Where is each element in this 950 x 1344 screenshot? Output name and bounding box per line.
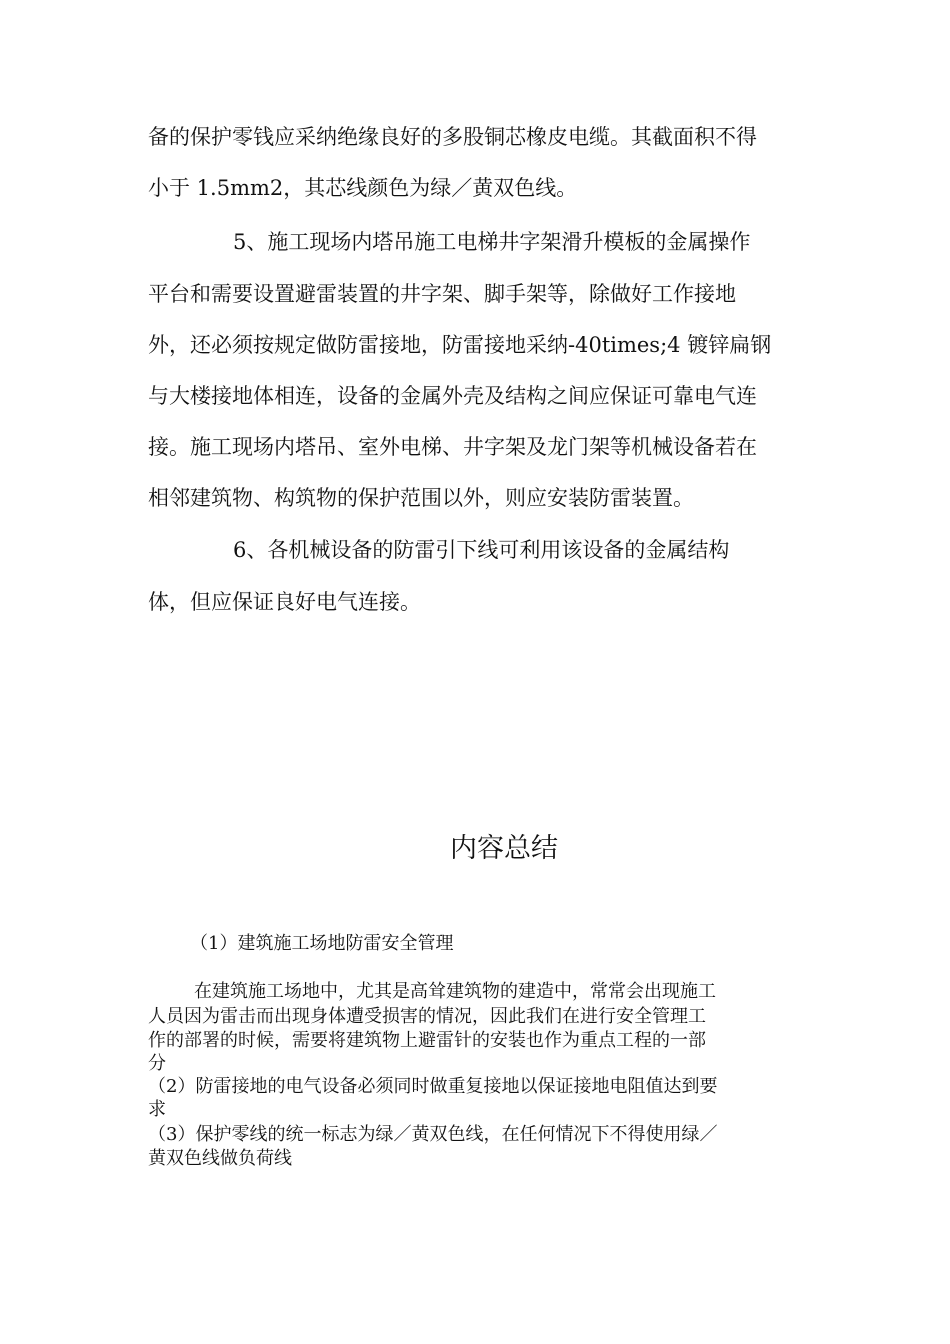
text-line: 作的部署的时候，需要将建筑物上避雷针的安装也作为重点工程的一部 [148, 1030, 706, 1051]
summary-title: 内容总结 [450, 833, 558, 864]
text-line: 在建筑施工场地中，尤其是高耸建筑物的建造中，常常会出现施工 [194, 981, 716, 1002]
text-line: （3）保护零线的统一标志为绿／黄双色线，在任何情况下不得使用绿／ [148, 1124, 718, 1145]
text-line: 小于 1.5mm2，其芯线颜色为绿／黄双色线。 [148, 176, 578, 200]
text-line: 外，还必须按规定做防雷接地，防雷接地采纳-40times;4 镀锌扁钢 [148, 333, 772, 357]
text-line: 平台和需要设置避雷装置的井字架、脚手架等，除做好工作接地 [148, 282, 736, 306]
text-line: 体，但应保证良好电气连接。 [148, 590, 421, 614]
text-line: 接。施工现场内塔吊、室外电梯、井字架及龙门架等机械设备若在 [148, 435, 757, 459]
text-line: 与大楼接地体相连，设备的金属外壳及结构之间应保证可靠电气连 [148, 384, 757, 408]
text-line: 分 [148, 1053, 166, 1074]
text-line: （2）防雷接地的电气设备必须同时做重复接地以保证接地电阻值达到要 [148, 1076, 718, 1097]
text-line: 6、各机械设备的防雷引下线可利用该设备的金属结构 [233, 538, 730, 562]
text-line: 备的保护零钱应采纳绝缘良好的多股铜芯橡皮电缆。其截面积不得 [148, 125, 757, 149]
text-line: 5、施工现场内塔吊施工电梯井字架滑升模板的金属操作 [233, 230, 751, 254]
text-line: 黄双色线做负荷线 [148, 1148, 292, 1169]
summary-item-heading: （1）建筑施工场地防雷安全管理 [190, 933, 454, 954]
text-line: 相邻建筑物、构筑物的保护范围以外，则应安装防雷装置。 [148, 486, 694, 510]
text-line: 求 [148, 1099, 166, 1120]
text-line: 人员因为雷击而出现身体遭受损害的情况，因此我们在进行安全管理工 [148, 1006, 706, 1027]
